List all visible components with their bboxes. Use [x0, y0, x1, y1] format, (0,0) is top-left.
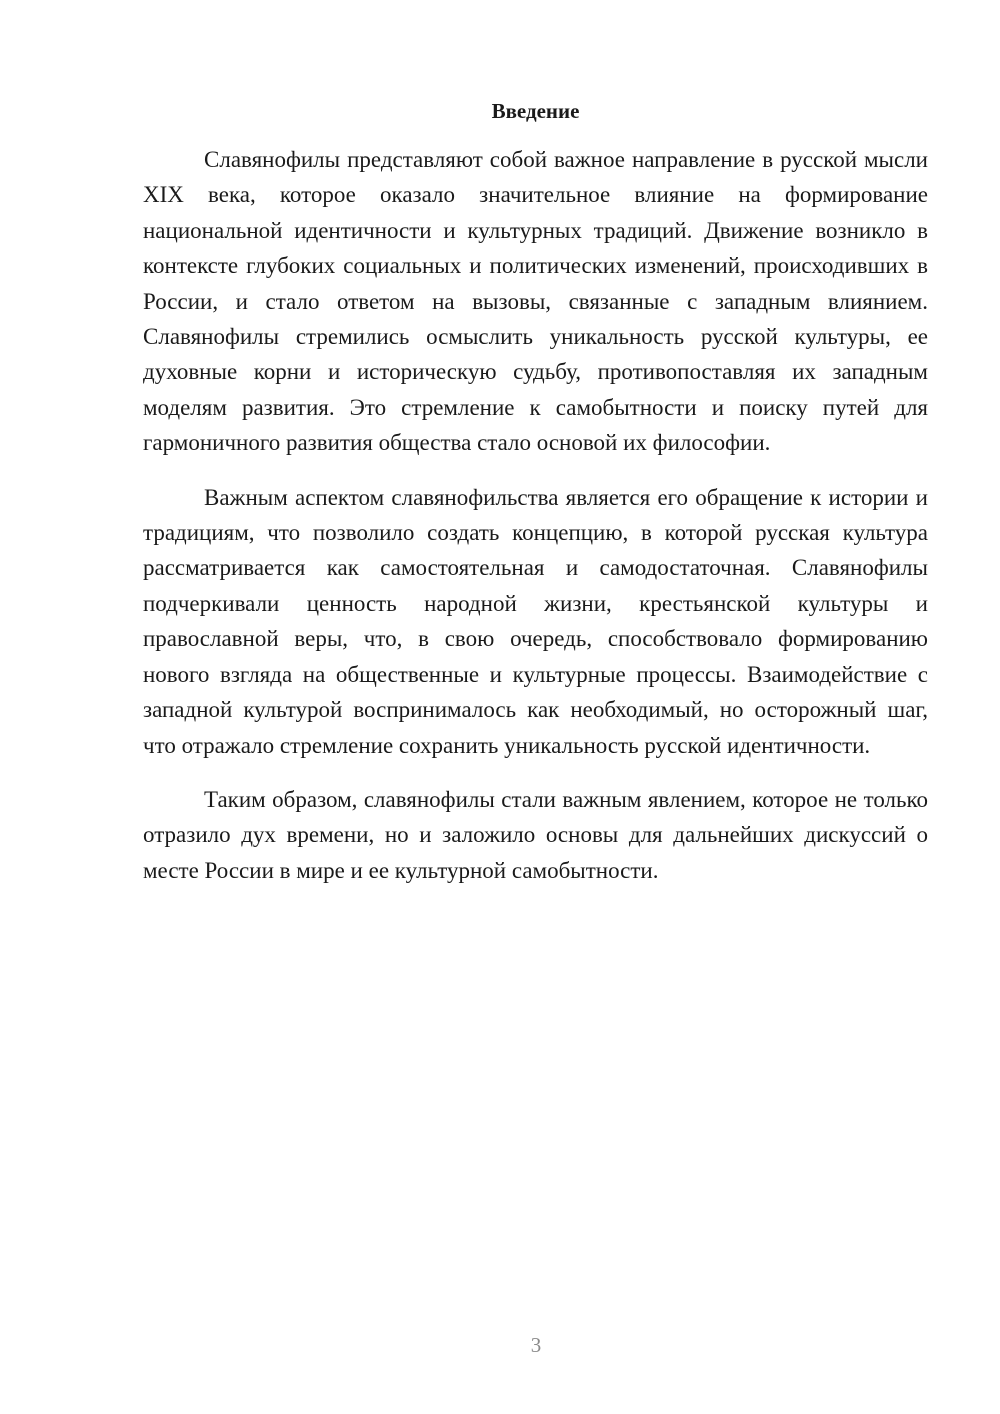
paragraph-1: Славянофилы представляют собой важное направление в русской мысли XIX века, которое оказало значительное влияние на формирование национальной идентичности и культурных традиций. Движение возникло в контексте глубоких социальных и политических изменений, происходивших в России, и стало ответом на вызовы, связанные с западным влиянием. Славянофилы стремились осмыслить уникальность русской культуры, ее духовные корни и историческую судьбу, противопоставляя их западным моделям развития. Это стремление к самобытности и поиску путей для гармоничного развития общества стало основой их философии. — [143, 147, 928, 456]
paragraph-3: Таким образом, славянофилы стали важным явлением, которое не только отразило дух времени, но и заложило основы для дальнейших дискуссий о месте России в мире и ее культурной самобытности. — [143, 786, 928, 883]
section-heading: Введение — [491, 99, 580, 123]
paragraph-2: Важным аспектом славянофильства является его обращение к истории и традициям, что позволило создать концепцию, в которой русская культура рассматривается как самостоятельная и самодостаточная. Славянофилы подчеркивали ценность народной жизни, крестьянской культуры и православной веры, что, в свою очередь, способствовало формированию нового взгляда на общественные и культурные процессы. Взаимодействие с западной культурой воспринималось как необходимый, но осторожный шаг, что отражало стремление сохранить уникальность русской идентичности. — [143, 484, 928, 758]
body-text — [143, 142, 928, 907]
page-number: 3 — [530, 1333, 542, 1357]
